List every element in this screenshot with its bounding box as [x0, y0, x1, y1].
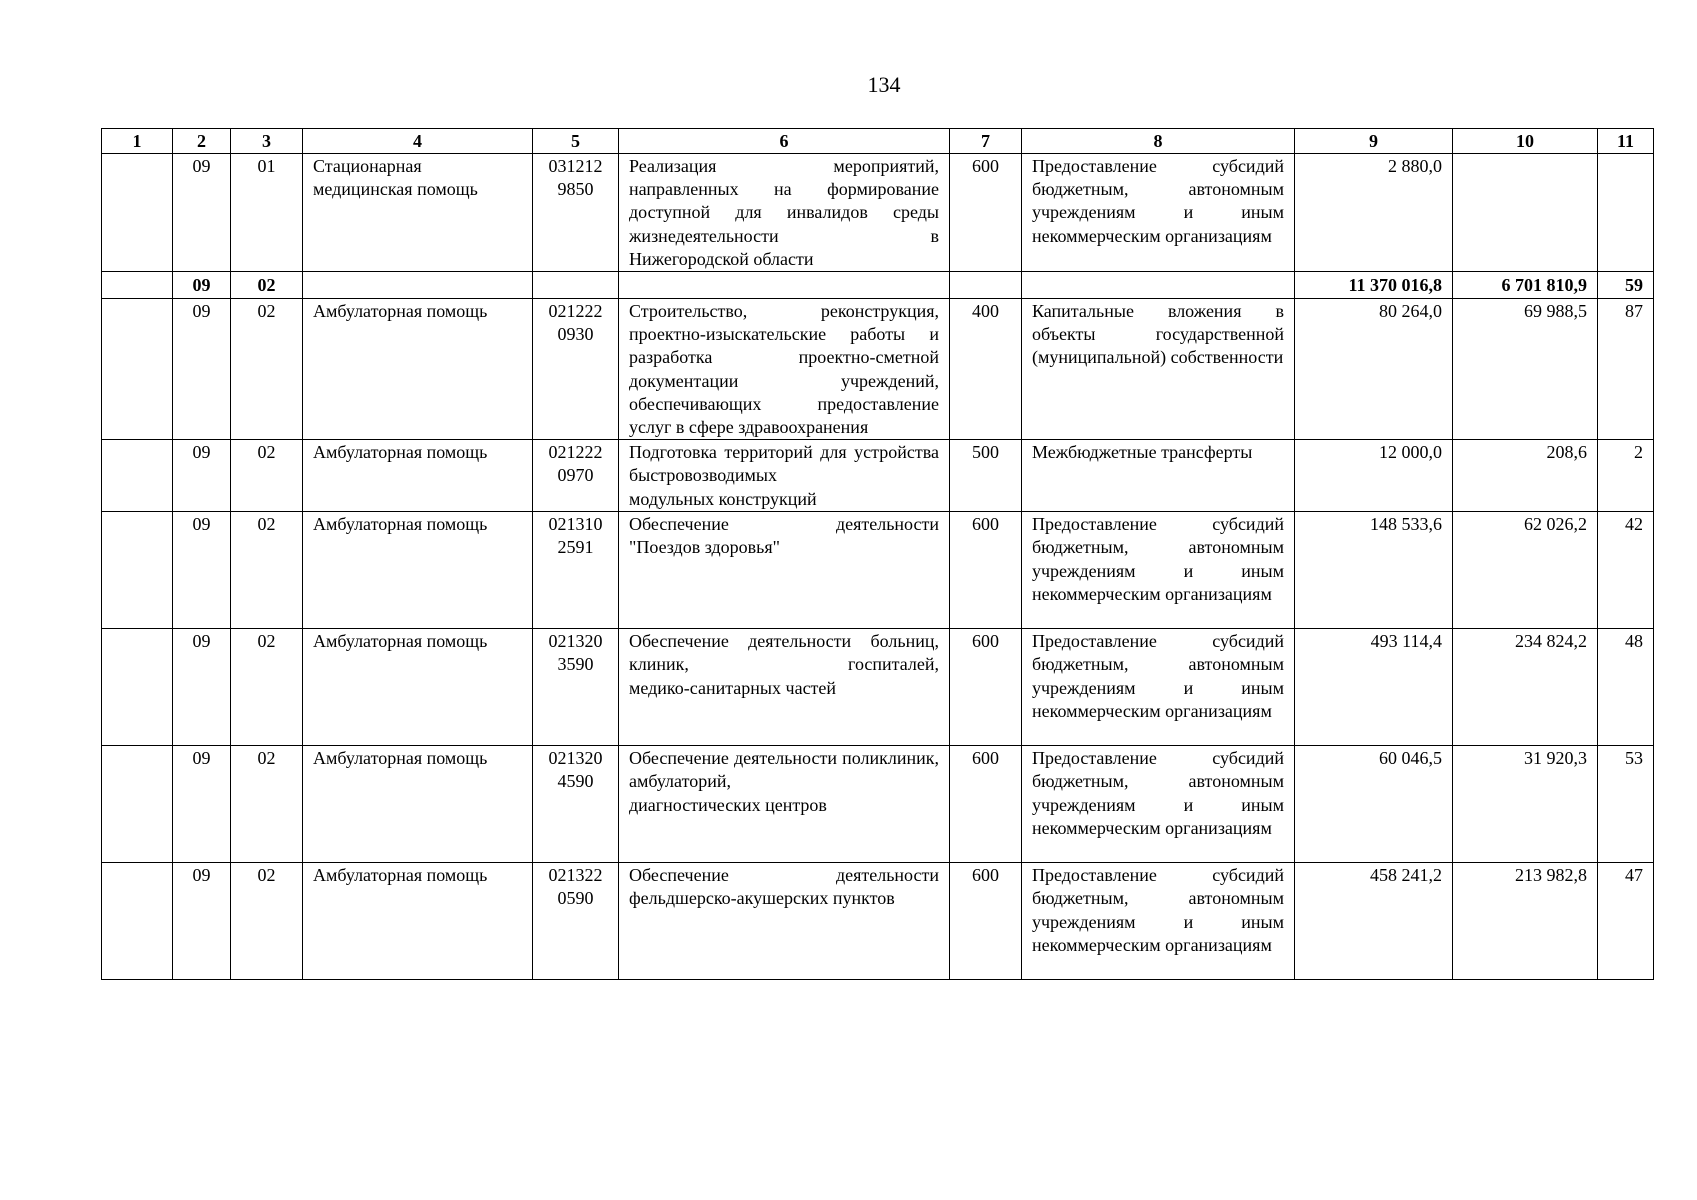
percent-cell: 47 — [1598, 863, 1654, 980]
subsection-code-cell: 02 — [231, 863, 303, 980]
target-code-part2: 9850 — [557, 179, 594, 200]
target-name-text: Обеспечение деятельности — [629, 514, 939, 535]
expense-type-cell: 600 — [950, 512, 1022, 629]
target-name-cell — [619, 272, 950, 299]
expense-name-text: Предоставление субсидий бюджетным, автономным учреждениям и иным — [1032, 631, 1284, 698]
target-code-cell — [533, 440, 619, 512]
target-name-text: Реализация мероприятий, направленных на формирование доступной для инвалидов среды жизнедеятельности в — [629, 156, 939, 246]
expense-name-lastline: некоммерческим организациям — [1032, 700, 1272, 721]
expense-name-text: Предоставление субсидий бюджетным, автономным учреждениям и иным — [1032, 514, 1284, 581]
expense-type-cell: 600 — [950, 629, 1022, 746]
percent-cell: 48 — [1598, 629, 1654, 746]
expense-type-cell — [950, 272, 1022, 299]
target-name-cell — [619, 299, 950, 440]
section-code-cell: 09 — [173, 440, 231, 512]
target-code-cell — [533, 299, 619, 440]
target-name-text: Подготовка территорий для устройства быстровозводимых — [629, 442, 939, 486]
target-name-lastline: модульных конструкций — [629, 488, 817, 509]
actual-amount-cell: 31 920,3 — [1453, 746, 1598, 863]
table-row — [102, 440, 1654, 512]
plan-amount-cell: 60 046,5 — [1295, 746, 1453, 863]
column-header-3: 3 — [231, 129, 303, 154]
target-code-part1: 021222 — [548, 301, 603, 322]
table-row — [102, 512, 1654, 629]
row-number-cell — [102, 272, 173, 299]
expense-name-cell — [1022, 272, 1295, 299]
target-code-part1: 021320 — [548, 631, 603, 652]
target-code-part2: 0930 — [557, 324, 594, 345]
target-code-part2: 4590 — [557, 771, 594, 792]
header-row — [102, 129, 1654, 154]
row-number-cell — [102, 863, 173, 980]
target-code-part2: 0590 — [557, 888, 594, 909]
percent-cell: 42 — [1598, 512, 1654, 629]
expense-type-cell: 600 — [950, 154, 1022, 272]
subsection-code-cell: 02 — [231, 299, 303, 440]
percent-cell: 87 — [1598, 299, 1654, 440]
column-header-1: 1 — [102, 129, 173, 154]
expense-name-text: Предоставление субсидий бюджетным, автономным учреждениям и иным — [1032, 865, 1284, 932]
expense-name-cell — [1022, 512, 1295, 629]
budget-table — [101, 128, 1654, 980]
section-code-cell: 09 — [173, 512, 231, 629]
column-header-9: 9 — [1295, 129, 1453, 154]
subsection-code-cell: 01 — [231, 154, 303, 272]
target-code-part1: 021322 — [548, 865, 603, 886]
subsection-code-cell: 02 — [231, 746, 303, 863]
expense-name-cell — [1022, 629, 1295, 746]
subsection-name-cell: Амбулаторная помощь — [303, 299, 533, 440]
table-body — [102, 154, 1654, 980]
actual-amount-cell: 213 982,8 — [1453, 863, 1598, 980]
expense-name-cell — [1022, 299, 1295, 440]
subtotal-row — [102, 272, 1654, 299]
column-header-10: 10 — [1453, 129, 1598, 154]
target-name-cell — [619, 512, 950, 629]
target-code-part2: 0970 — [557, 465, 594, 486]
target-name-lastline: фельдшерско-акушерских пунктов — [629, 888, 895, 909]
column-header-5: 5 — [533, 129, 619, 154]
target-name-cell — [619, 863, 950, 980]
subsection-name-cell: Амбулаторная помощь — [303, 746, 533, 863]
target-code-cell — [533, 746, 619, 863]
target-name-text: Строительство, реконструкция, проектно-изыскательские работы и разработка проектно-сметной документации учреждений, обеспечивающих предоставление — [629, 301, 939, 414]
expense-name-lastline: некоммерческим организациям — [1032, 817, 1272, 838]
target-code-part1: 021320 — [548, 748, 603, 769]
target-code-part1: 021222 — [548, 442, 603, 463]
target-code-part1: 021310 — [548, 514, 603, 535]
expense-name-lastline: некоммерческим организациям — [1032, 225, 1272, 246]
expense-name-lastline: некоммерческим организациям — [1032, 934, 1272, 955]
row-number-cell — [102, 746, 173, 863]
expense-name-lastline: некоммерческим организациям — [1032, 583, 1272, 604]
table-row — [102, 154, 1654, 272]
plan-amount-cell: 11 370 016,8 — [1295, 272, 1453, 299]
target-code-part2: 3590 — [557, 654, 594, 675]
expense-name-text: Предоставление субсидий бюджетным, автономным учреждениям и иным — [1032, 748, 1284, 815]
section-code-cell: 09 — [173, 863, 231, 980]
target-name-cell — [619, 629, 950, 746]
subsection-name-cell: Амбулаторная помощь — [303, 440, 533, 512]
page-number: 134 — [867, 72, 901, 97]
table-row — [102, 863, 1654, 980]
target-name-lastline: Нижегородской области — [629, 248, 814, 269]
expense-type-cell: 400 — [950, 299, 1022, 440]
expense-type-cell: 600 — [950, 746, 1022, 863]
section-code-cell: 09 — [173, 154, 231, 272]
percent-cell: 59 — [1598, 272, 1654, 299]
target-name-lastline: диагностических центров — [629, 794, 827, 815]
column-header-8: 8 — [1022, 129, 1295, 154]
target-name-cell — [619, 440, 950, 512]
percent-cell: 53 — [1598, 746, 1654, 863]
subsection-code-cell: 02 — [231, 440, 303, 512]
row-number-cell — [102, 629, 173, 746]
plan-amount-cell: 2 880,0 — [1295, 154, 1453, 272]
target-code-cell — [533, 629, 619, 746]
target-name-lastline: "Поездов здоровья" — [629, 537, 780, 558]
target-name-lastline: услуг в сфере здравоохранения — [629, 417, 869, 438]
row-number-cell — [102, 512, 173, 629]
expense-name-text: Капитальные вложения в объекты государственной — [1032, 301, 1284, 345]
expense-type-cell: 500 — [950, 440, 1022, 512]
section-code-cell: 09 — [173, 299, 231, 440]
target-name-cell — [619, 746, 950, 863]
expense-name-text: Предоставление субсидий бюджетным, автономным учреждениям и иным — [1032, 156, 1284, 223]
percent-cell: 2 — [1598, 440, 1654, 512]
table-row — [102, 299, 1654, 440]
subsection-code-cell: 02 — [231, 512, 303, 629]
subsection-name-cell: Амбулаторная помощь — [303, 629, 533, 746]
column-header-6: 6 — [619, 129, 950, 154]
plan-amount-cell: 458 241,2 — [1295, 863, 1453, 980]
target-name-text: Обеспечение деятельности поликлиник, амбулаторий, — [629, 748, 939, 792]
actual-amount-cell: 234 824,2 — [1453, 629, 1598, 746]
expense-name-cell — [1022, 154, 1295, 272]
column-header-11: 11 — [1598, 129, 1654, 154]
target-name-cell — [619, 154, 950, 272]
column-header-2: 2 — [173, 129, 231, 154]
plan-amount-cell: 80 264,0 — [1295, 299, 1453, 440]
plan-amount-cell: 12 000,0 — [1295, 440, 1453, 512]
column-header-7: 7 — [950, 129, 1022, 154]
plan-amount-cell: 493 114,4 — [1295, 629, 1453, 746]
target-code-cell — [533, 512, 619, 629]
actual-amount-cell: 69 988,5 — [1453, 299, 1598, 440]
column-header-4: 4 — [303, 129, 533, 154]
actual-amount-cell: 62 026,2 — [1453, 512, 1598, 629]
percent-cell — [1598, 154, 1654, 272]
plan-amount-cell: 148 533,6 — [1295, 512, 1453, 629]
target-code-part2: 2591 — [557, 537, 594, 558]
subsection-name-cell: Стационарная медицинская помощь — [303, 154, 533, 272]
table-row — [102, 629, 1654, 746]
expense-name-cell — [1022, 440, 1295, 512]
row-number-cell — [102, 154, 173, 272]
target-code-cell — [533, 272, 619, 299]
expense-type-cell: 600 — [950, 863, 1022, 980]
actual-amount-cell: 208,6 — [1453, 440, 1598, 512]
section-code-cell: 09 — [173, 272, 231, 299]
actual-amount-cell: 6 701 810,9 — [1453, 272, 1598, 299]
target-code-cell — [533, 863, 619, 980]
row-number-cell — [102, 299, 173, 440]
target-name-lastline: медико-санитарных частей — [629, 677, 837, 698]
subsection-code-cell: 02 — [231, 272, 303, 299]
expense-name-lastline: (муниципальной) собственности — [1032, 347, 1284, 368]
section-code-cell: 09 — [173, 746, 231, 863]
section-code-cell: 09 — [173, 629, 231, 746]
target-name-text: Обеспечение деятельности — [629, 865, 939, 886]
subsection-name-cell: Амбулаторная помощь — [303, 863, 533, 980]
target-code-part1: 031212 — [548, 156, 603, 176]
actual-amount-cell — [1453, 154, 1598, 272]
expense-name-cell — [1022, 746, 1295, 863]
row-number-cell — [102, 440, 173, 512]
target-name-text: Обеспечение деятельности больниц, клиник, госпиталей, — [629, 631, 939, 675]
expense-name-lastline: Межбюджетные трансферты — [1032, 442, 1253, 463]
expense-name-cell — [1022, 863, 1295, 980]
subsection-code-cell: 02 — [231, 629, 303, 746]
subsection-name-cell — [303, 272, 533, 299]
subsection-name-cell: Амбулаторная помощь — [303, 512, 533, 629]
table-row — [102, 746, 1654, 863]
target-code-cell — [533, 154, 619, 272]
